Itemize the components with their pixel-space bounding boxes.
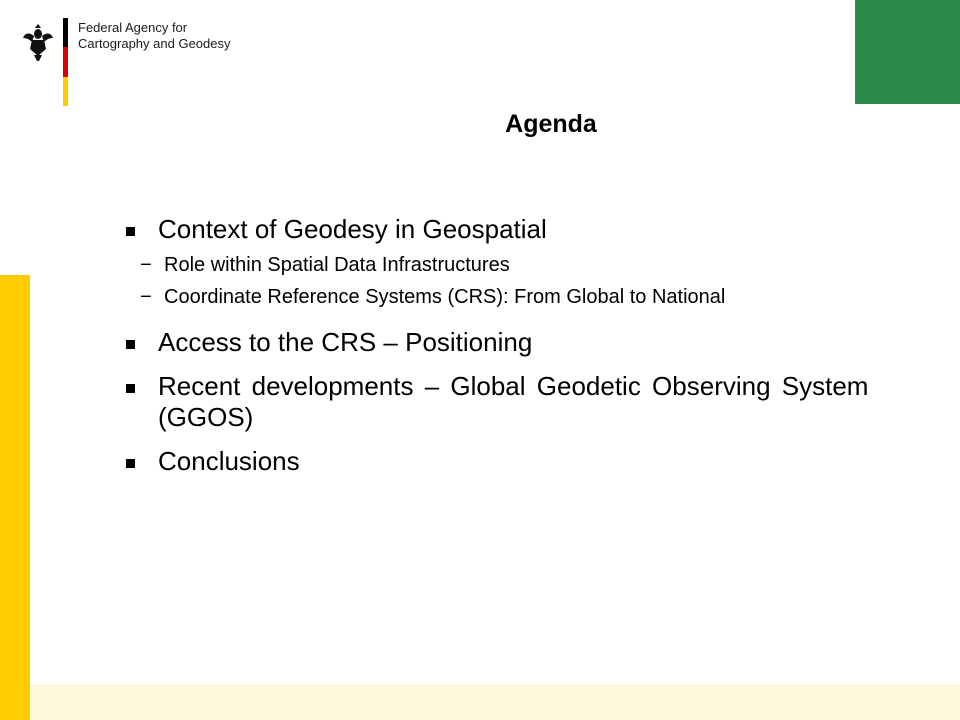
federal-eagle-icon [22, 22, 54, 62]
square-bullet-icon [126, 384, 135, 393]
dash-bullet-icon: − [140, 254, 152, 276]
agenda-item-recent [122, 371, 952, 433]
yellow-side-bar [0, 275, 30, 720]
square-bullet-icon [126, 227, 135, 236]
flag-red-stripe [63, 47, 68, 76]
agenda-item-access-label: Access to the CRS – Positioning [158, 327, 533, 357]
agency-name-line-1: Federal Agency for [78, 20, 188, 35]
agency-name-line-2: Cartography and Geodesy [78, 36, 231, 51]
slide-title: Agenda [505, 110, 597, 138]
agency-logo [22, 14, 282, 109]
context-subitems [122, 249, 952, 313]
agenda-item-access [122, 327, 952, 358]
subitem-spatial-data [122, 249, 952, 281]
agency-name [78, 20, 230, 52]
agenda-list [122, 214, 952, 490]
subitem-crs-label: Coordinate Reference Systems (CRS): From Global to National [164, 286, 726, 308]
subitem-crs [122, 281, 952, 313]
flag-black-stripe [63, 18, 68, 47]
square-bullet-icon [126, 340, 135, 349]
agenda-item-context [122, 214, 952, 313]
footer-band [30, 684, 960, 720]
flag-gold-stripe [63, 77, 68, 106]
agenda-item-recent-label: Recent developments – Global Geodetic Observing System (GGOS) [158, 371, 869, 432]
agenda-item-conclusions [122, 446, 952, 477]
dash-bullet-icon: − [140, 286, 152, 308]
national-color-bar [63, 18, 68, 106]
subitem-spatial-data-label: Role within Spatial Data Infrastructures [164, 254, 510, 276]
agenda-item-conclusions-label: Conclusions [158, 446, 300, 476]
square-bullet-icon [126, 459, 135, 468]
agenda-item-context-label: Context of Geodesy in Geospatial [158, 214, 547, 244]
green-corner-block [855, 0, 960, 104]
